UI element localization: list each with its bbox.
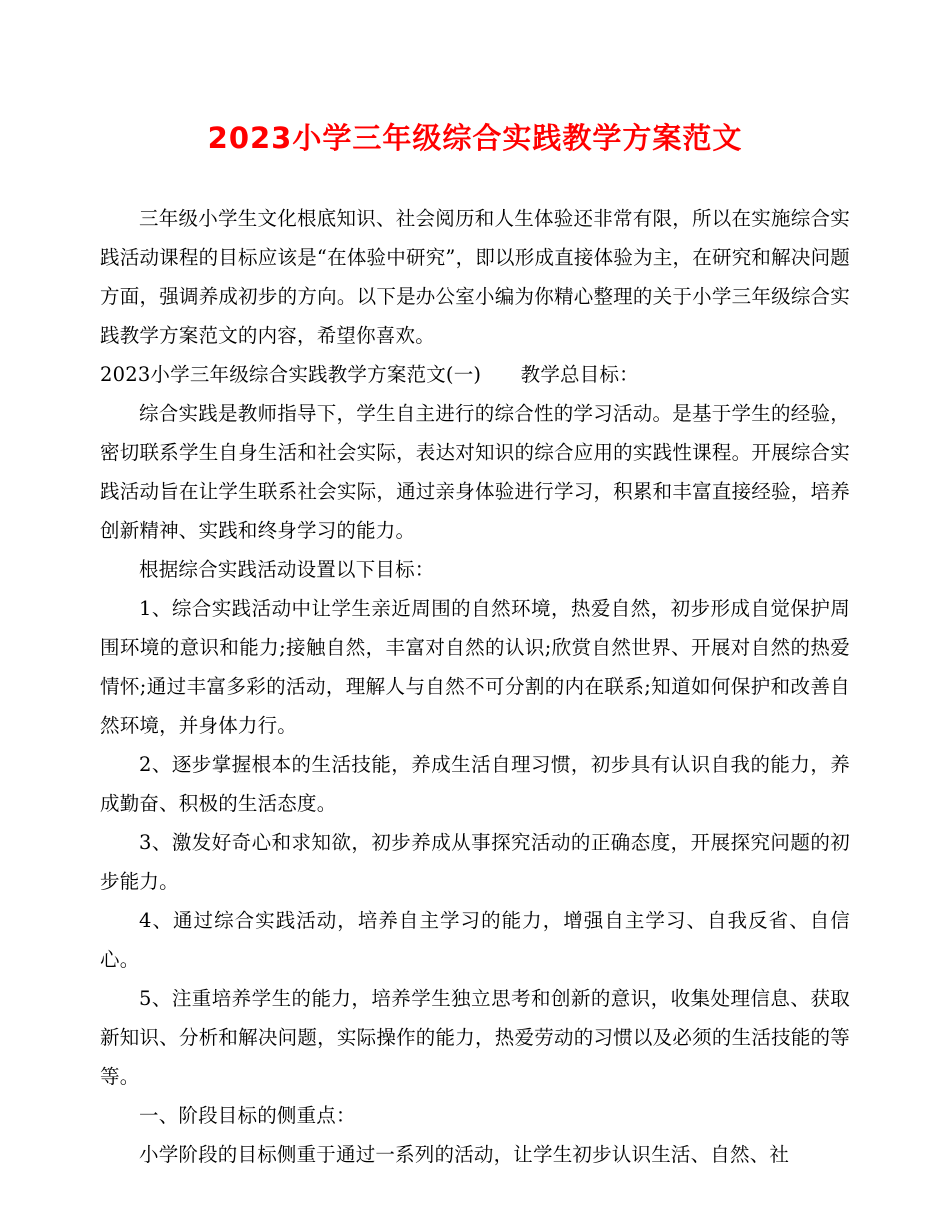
paragraph-intro: 三年级小学生文化根底知识、社会阅历和人生体验还非常有限，所以在实施综合实践活动课程的目标应该是“在体验中研究”，即以形成直接体验为主，在研究和解决问题方面，强调养成初步的方向。以下是办公室小编为你精心整理的关于小学三年级综合实践教学方案范文的内容，希望你喜欢。 bbox=[100, 206, 850, 347]
paragraph-body: 1、综合实践活动中让学生亲近周围的自然环境，热爱自然，初步形成自觉保护周围环境的意识和能力;接触自然，丰富对自然的认识;欣赏自然世界、开展对自然的热爱情怀;通过丰富多彩的活动，理解人与自然不可分割的内在联系;知道如何保护和改善自然环境，并身体力行。 bbox=[100, 596, 850, 737]
paragraph-body: 根据综合实践活动设置以下目标： bbox=[139, 557, 435, 581]
page-title: 2023小学三年级综合实践教学方案范文 bbox=[207, 121, 743, 155]
paragraph-body: 一、阶段目标的侧重点： bbox=[139, 1103, 356, 1127]
paragraph-body: 3、激发好奇心和求知欲，初步养成从事探究活动的正确态度，开展探究问题的初步能力。 bbox=[100, 830, 850, 893]
paragraph-body: 2、逐步掌握根本的生活技能，养成生活自理习惯，初步具有认识自我的能力，养成勤奋、积极的生活态度。 bbox=[100, 752, 850, 815]
paragraph-body: 4、通过综合实践活动，培养自主学习的能力，增强自主学习、自我反省、自信心。 bbox=[100, 908, 850, 971]
paragraph-body: 综合实践是教师指导下，学生自主进行的综合性的学习活动。是基于学生的经验，密切联系学生自身生活和社会实际，表达对知识的综合应用的实践性课程。开展综合实践活动旨在让学生联系社会实际，通过亲身体验进行学习，积累和丰富直接经验，培养创新精神、实践和终身学习的能力。 bbox=[100, 401, 850, 542]
paragraph-section-heading: 2023小学三年级综合实践教学方案范文(一) 教学总目标： bbox=[100, 362, 639, 386]
paragraph-body: 小学阶段的目标侧重于通过一系列的活动，让学生初步认识生活、自然、社 bbox=[139, 1142, 790, 1166]
paragraph-body: 5、注重培养学生的能力，培养学生独立思考和创新的意识，收集处理信息、获取新知识、分析和解决问题，实际操作的能力，热爱劳动的习惯以及必须的生活技能的等等。 bbox=[100, 986, 850, 1088]
